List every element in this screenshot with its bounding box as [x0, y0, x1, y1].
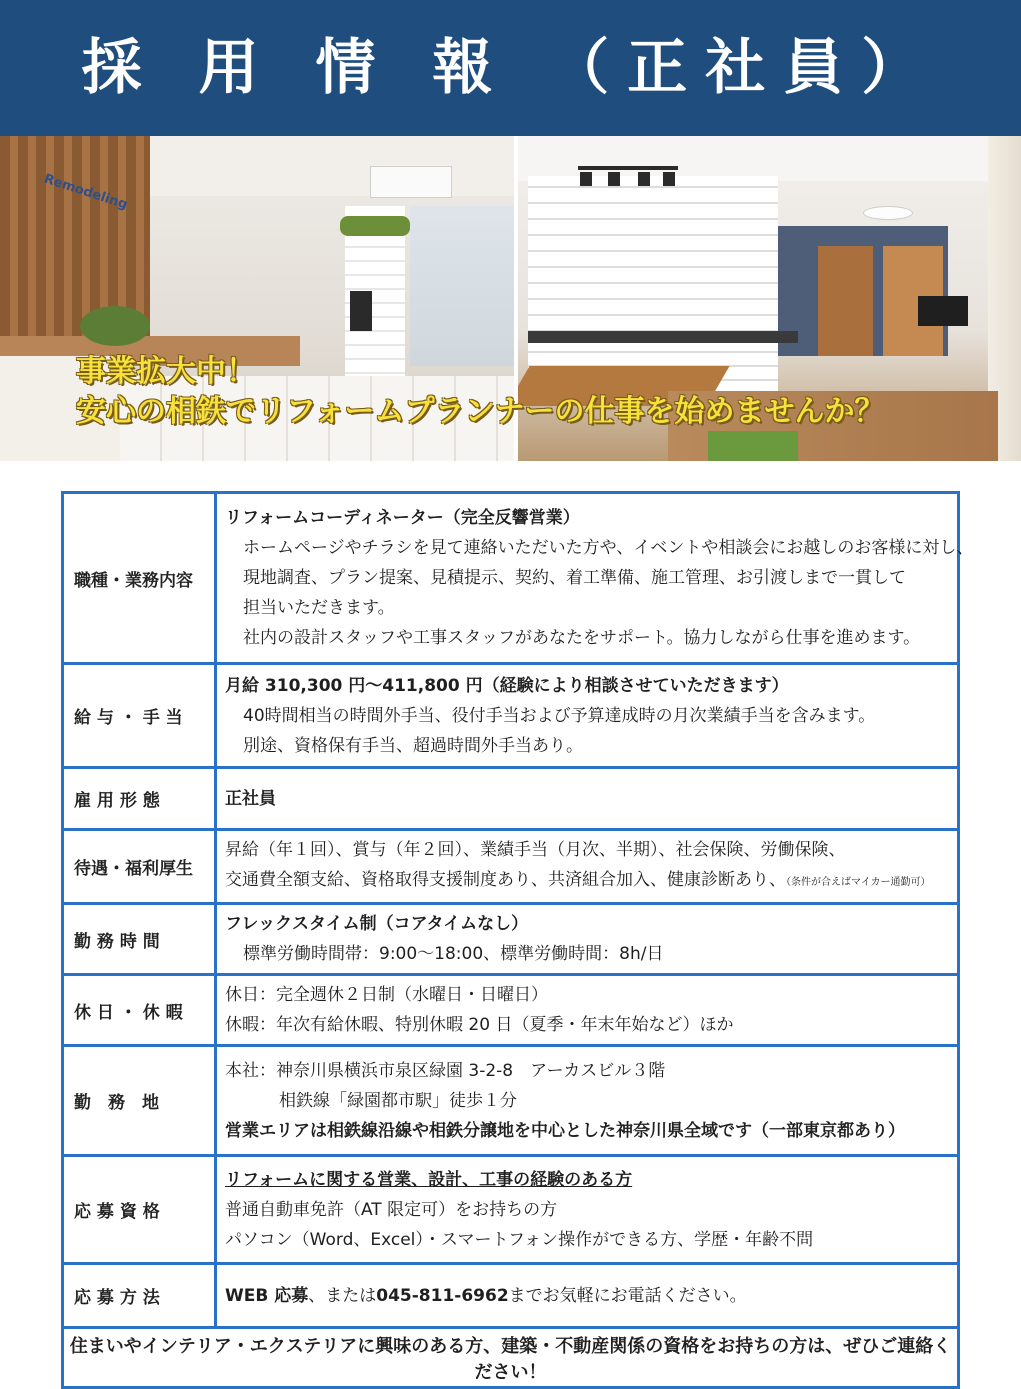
row-label-qualification: 応 募 資 格 — [63, 1156, 216, 1264]
apply-connector: 、または — [308, 1285, 377, 1306]
headline-line-1: 事業拡大中！ — [76, 354, 256, 389]
row-content-holidays — [216, 975, 959, 1046]
row-content-salary — [216, 664, 959, 768]
table-row — [63, 664, 959, 768]
table-row — [63, 1046, 959, 1156]
table-row — [63, 493, 959, 664]
table-row — [63, 830, 959, 904]
row-content-job — [216, 493, 974, 664]
table-row — [63, 768, 959, 830]
hours-line: 標準労働時間帯：9:00～18:00、標準労働時間：8h/日 — [243, 944, 664, 964]
row-content-apply — [216, 1264, 959, 1328]
sign-text: Remodeling — [41, 171, 130, 213]
benefits-line-1: 昇給（年１回）、賞与（年２回）、業績手当（月次、半期）、社会保険、労働保険、 — [225, 840, 846, 860]
table-row — [63, 1264, 959, 1328]
row-content-qualification — [216, 1156, 959, 1264]
row-label-salary: 給 与 ・ 手 当 — [63, 664, 216, 768]
salary-line: 40時間相当の時間外手当、役付手当および予算達成時の月次業績手当を含みます。 — [243, 705, 876, 726]
qualification-title: リフォームに関する営業、設計、工事の経験のある方 — [225, 1169, 633, 1190]
row-label-employment: 雇 用 形 態 — [63, 768, 216, 830]
page-title: 採 用 情 報 （正社員） — [81, 33, 940, 103]
row-content-employment — [216, 768, 959, 830]
hero-headline — [76, 352, 885, 432]
location-address: 本社：神奈川県横浜市泉区緑園 3-2-8 アーカスビル３階 — [225, 1060, 666, 1081]
row-label-holidays: 休 日 ・ 休 暇 — [63, 975, 216, 1046]
row-content-location — [216, 1046, 959, 1156]
hours-title: フレックスタイム制（コアタイムなし） — [225, 914, 529, 934]
row-label-benefits: 待遇・福利厚生 — [63, 830, 216, 904]
employment-type: 正社員 — [225, 788, 276, 809]
qualification-line-2: パソコン（Word、Excel）・スマートフォン操作ができる方、学歴・年齢不問 — [225, 1229, 814, 1250]
job-line: 社内の設計スタッフや工事スタッフがあなたをサポート。協力しながら仕事を進めます。 — [243, 628, 921, 648]
benefits-line-2: 交通費全額支給、資格取得支援制度あり、共済組合加入、健康診断あり、 — [225, 870, 786, 890]
apply-line-end: までお気軽にお電話ください。 — [508, 1285, 747, 1306]
qualification-line-1: 普通自動車免許（AT 限定可）をお持ちの方 — [225, 1199, 558, 1220]
table-row — [63, 904, 959, 975]
job-line: ホームページやチラシを見て連絡いただいた方や、イベントや相談会にお越しのお客様に対し、 — [243, 538, 974, 558]
headline-line-2: 安心の相鉄でリフォームプランナーの仕事を始めませんか？ — [76, 394, 885, 429]
row-content-hours — [216, 904, 959, 975]
recruitment-table — [61, 491, 974, 1389]
header-banner — [0, 0, 1021, 136]
salary-title: 月給 310,300 円～411,800 円（経験により相談させていただきます） — [225, 675, 789, 696]
holidays-line-2: 休暇：年次有給休暇、特別休暇 20 日（夏季・年末年始など）ほか — [225, 1015, 734, 1035]
row-label-hours: 勤 務 時 間 — [63, 904, 216, 975]
web-apply-link[interactable]: WEB 応募 — [225, 1285, 309, 1306]
job-title: リフォームコーディネーター（完全反響営業） — [225, 508, 580, 528]
holidays-line-1: 休日：完全週休２日制（水曜日・日曜日） — [225, 985, 548, 1005]
row-label-location: 勤 務 地 — [63, 1046, 216, 1156]
salary-line: 別途、資格保有手当、超過時間外手当あり。 — [243, 735, 583, 756]
row-content-benefits — [216, 830, 959, 904]
location-station: 相鉄線「緑園都市駅」徒歩１分 — [279, 1090, 517, 1111]
table-row — [63, 1156, 959, 1264]
phone-number[interactable]: 045-811-6962 — [376, 1285, 509, 1306]
row-label-job: 職種・業務内容 — [63, 493, 216, 664]
row-label-apply: 応 募 方 法 — [63, 1264, 216, 1328]
job-line: 現地調査、プラン提案、見積提示、契約、着工準備、施工管理、お引渡しまで一貫して — [243, 568, 906, 588]
hero-photos — [0, 136, 1021, 461]
footer-message: 住まいやインテリア・エクステリアに興味のある方、建築・不動産関係の資格をお持ちの方は、ぜひご連絡ください！ — [63, 1328, 959, 1388]
table-row — [63, 1328, 959, 1388]
benefits-note: （条件が合えばマイカー通勤可） — [786, 877, 931, 888]
location-area: 営業エリアは相鉄線沿線や相鉄分譲地を中心とした神奈川県全域です（一部東京都あり） — [225, 1120, 905, 1141]
job-line: 担当いただきます。 — [243, 598, 395, 618]
table-row — [63, 975, 959, 1046]
